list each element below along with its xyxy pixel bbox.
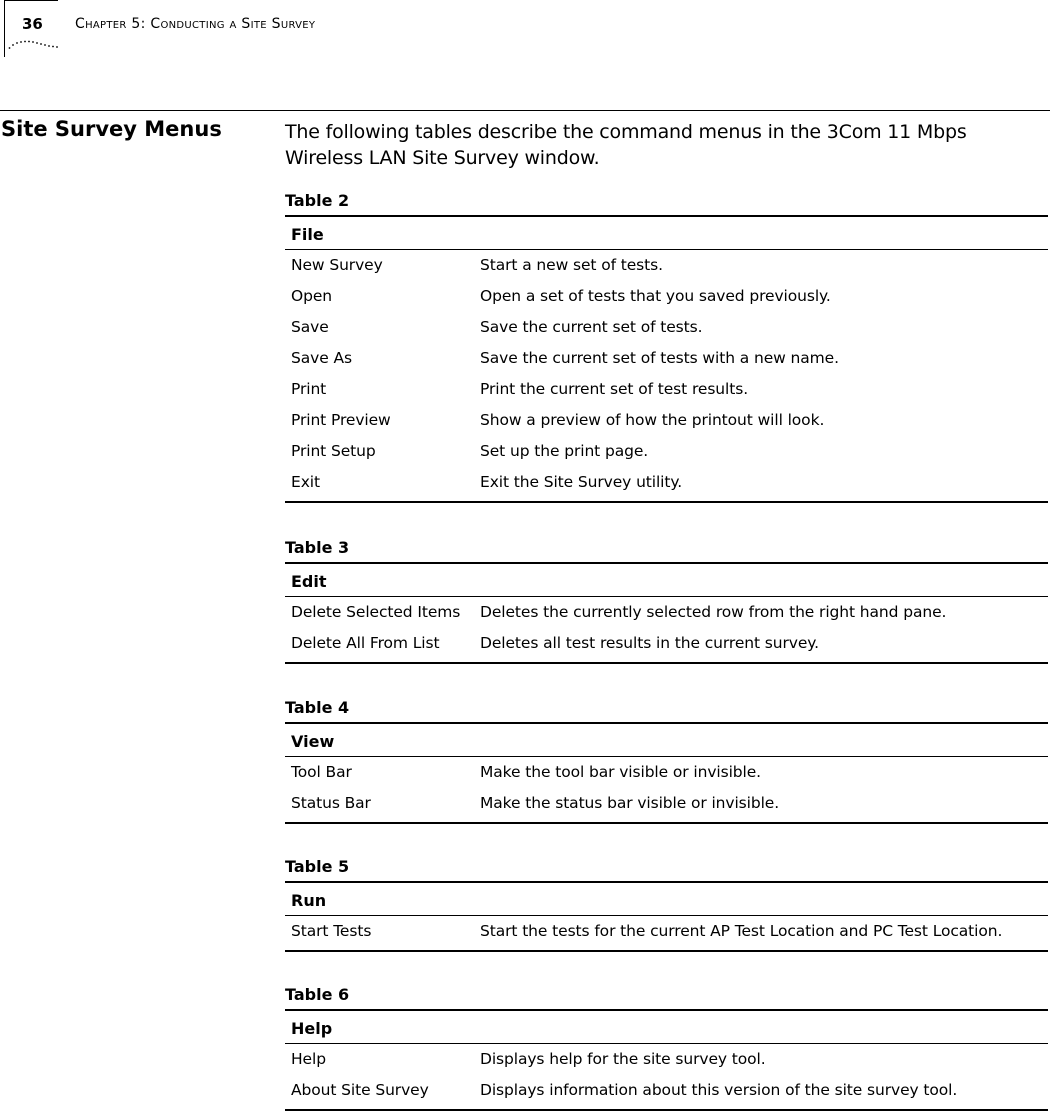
table-file [285, 191, 1048, 503]
command-name: Print [291, 380, 327, 398]
table-row [285, 1076, 1048, 1107]
command-description: Make the status bar visible or invisible. [480, 794, 780, 812]
table-row [285, 251, 1048, 282]
command-description: Save the current set of tests. [480, 318, 703, 336]
command-name: Exit [291, 473, 320, 491]
command-description: Deletes all test results in the current survey. [480, 634, 819, 652]
table-row [285, 375, 1048, 406]
command-description: Save the current set of tests with a new name. [480, 349, 839, 367]
table-row [285, 437, 1048, 468]
chapter-title: Chapter 5: Conducting a Site Survey [75, 16, 316, 32]
command-description: Make the tool bar visible or invisible. [480, 763, 761, 781]
table-row [285, 468, 1048, 499]
command-description: Show a preview of how the printout will look. [480, 411, 825, 429]
menu-name: Edit [285, 564, 1048, 597]
menu-table [285, 562, 1048, 664]
menu-table [285, 881, 1048, 952]
table-run [285, 857, 1048, 952]
table-caption: Table 2 [285, 191, 350, 210]
command-description: Exit the Site Survey utility. [480, 473, 683, 491]
command-description: Print the current set of test results. [480, 380, 749, 398]
command-description: Start a new set of tests. [480, 256, 663, 274]
table-row [285, 344, 1048, 375]
menu-table [285, 1009, 1048, 1111]
page-number: 36 [22, 15, 43, 33]
command-name: Print Preview [291, 411, 391, 429]
command-name: New Survey [291, 256, 383, 274]
command-name: Save [291, 318, 329, 336]
intro-paragraph: The following tables describe the command menus in the 3Com 11 Mbps Wireless LAN Site Survey window. [285, 121, 967, 169]
section-heading: Site Survey Menus [1, 117, 222, 141]
command-description: Deletes the currently selected row from the right hand pane. [480, 603, 947, 621]
command-name: Save As [291, 349, 352, 367]
menu-name: Run [285, 883, 1048, 916]
command-name: About Site Survey [291, 1081, 429, 1099]
table-view [285, 698, 1048, 824]
table-row [285, 917, 1048, 948]
table-row [285, 1045, 1048, 1076]
header-dots-ornament [8, 38, 60, 50]
table-row [285, 313, 1048, 344]
command-name: Delete All From List [291, 634, 440, 652]
table-caption: Table 5 [285, 857, 350, 876]
table-row [285, 598, 1048, 629]
table-edit [285, 538, 1048, 664]
table-help [285, 985, 1048, 1111]
menu-name: Help [285, 1011, 1048, 1044]
menu-table [285, 215, 1048, 503]
command-name: Tool Bar [291, 763, 352, 781]
section-divider [0, 110, 1050, 111]
command-name: Start Tests [291, 922, 372, 940]
command-name: Open [291, 287, 332, 305]
command-name: Delete Selected Items [291, 603, 461, 621]
table-caption: Table 3 [285, 538, 350, 557]
command-name: Status Bar [291, 794, 371, 812]
menu-name: View [285, 724, 1048, 757]
table-row [285, 406, 1048, 437]
command-name: Print Setup [291, 442, 376, 460]
table-caption: Table 6 [285, 985, 350, 1004]
command-description: Displays help for the site survey tool. [480, 1050, 766, 1068]
table-row [285, 282, 1048, 313]
command-description: Set up the print page. [480, 442, 649, 460]
table-caption: Table 4 [285, 698, 350, 717]
menu-table [285, 722, 1048, 824]
header-side-rule [4, 0, 5, 57]
command-description: Displays information about this version of the site survey tool. [480, 1081, 958, 1099]
table-row [285, 789, 1048, 820]
menu-name: File [285, 217, 1048, 250]
table-row [285, 629, 1048, 660]
command-name: Help [291, 1050, 326, 1068]
command-description: Open a set of tests that you saved previously. [480, 287, 831, 305]
header-top-rule [4, 0, 58, 1]
table-row [285, 758, 1048, 789]
command-description: Start the tests for the current AP Test Location and PC Test Location. [480, 922, 1003, 940]
